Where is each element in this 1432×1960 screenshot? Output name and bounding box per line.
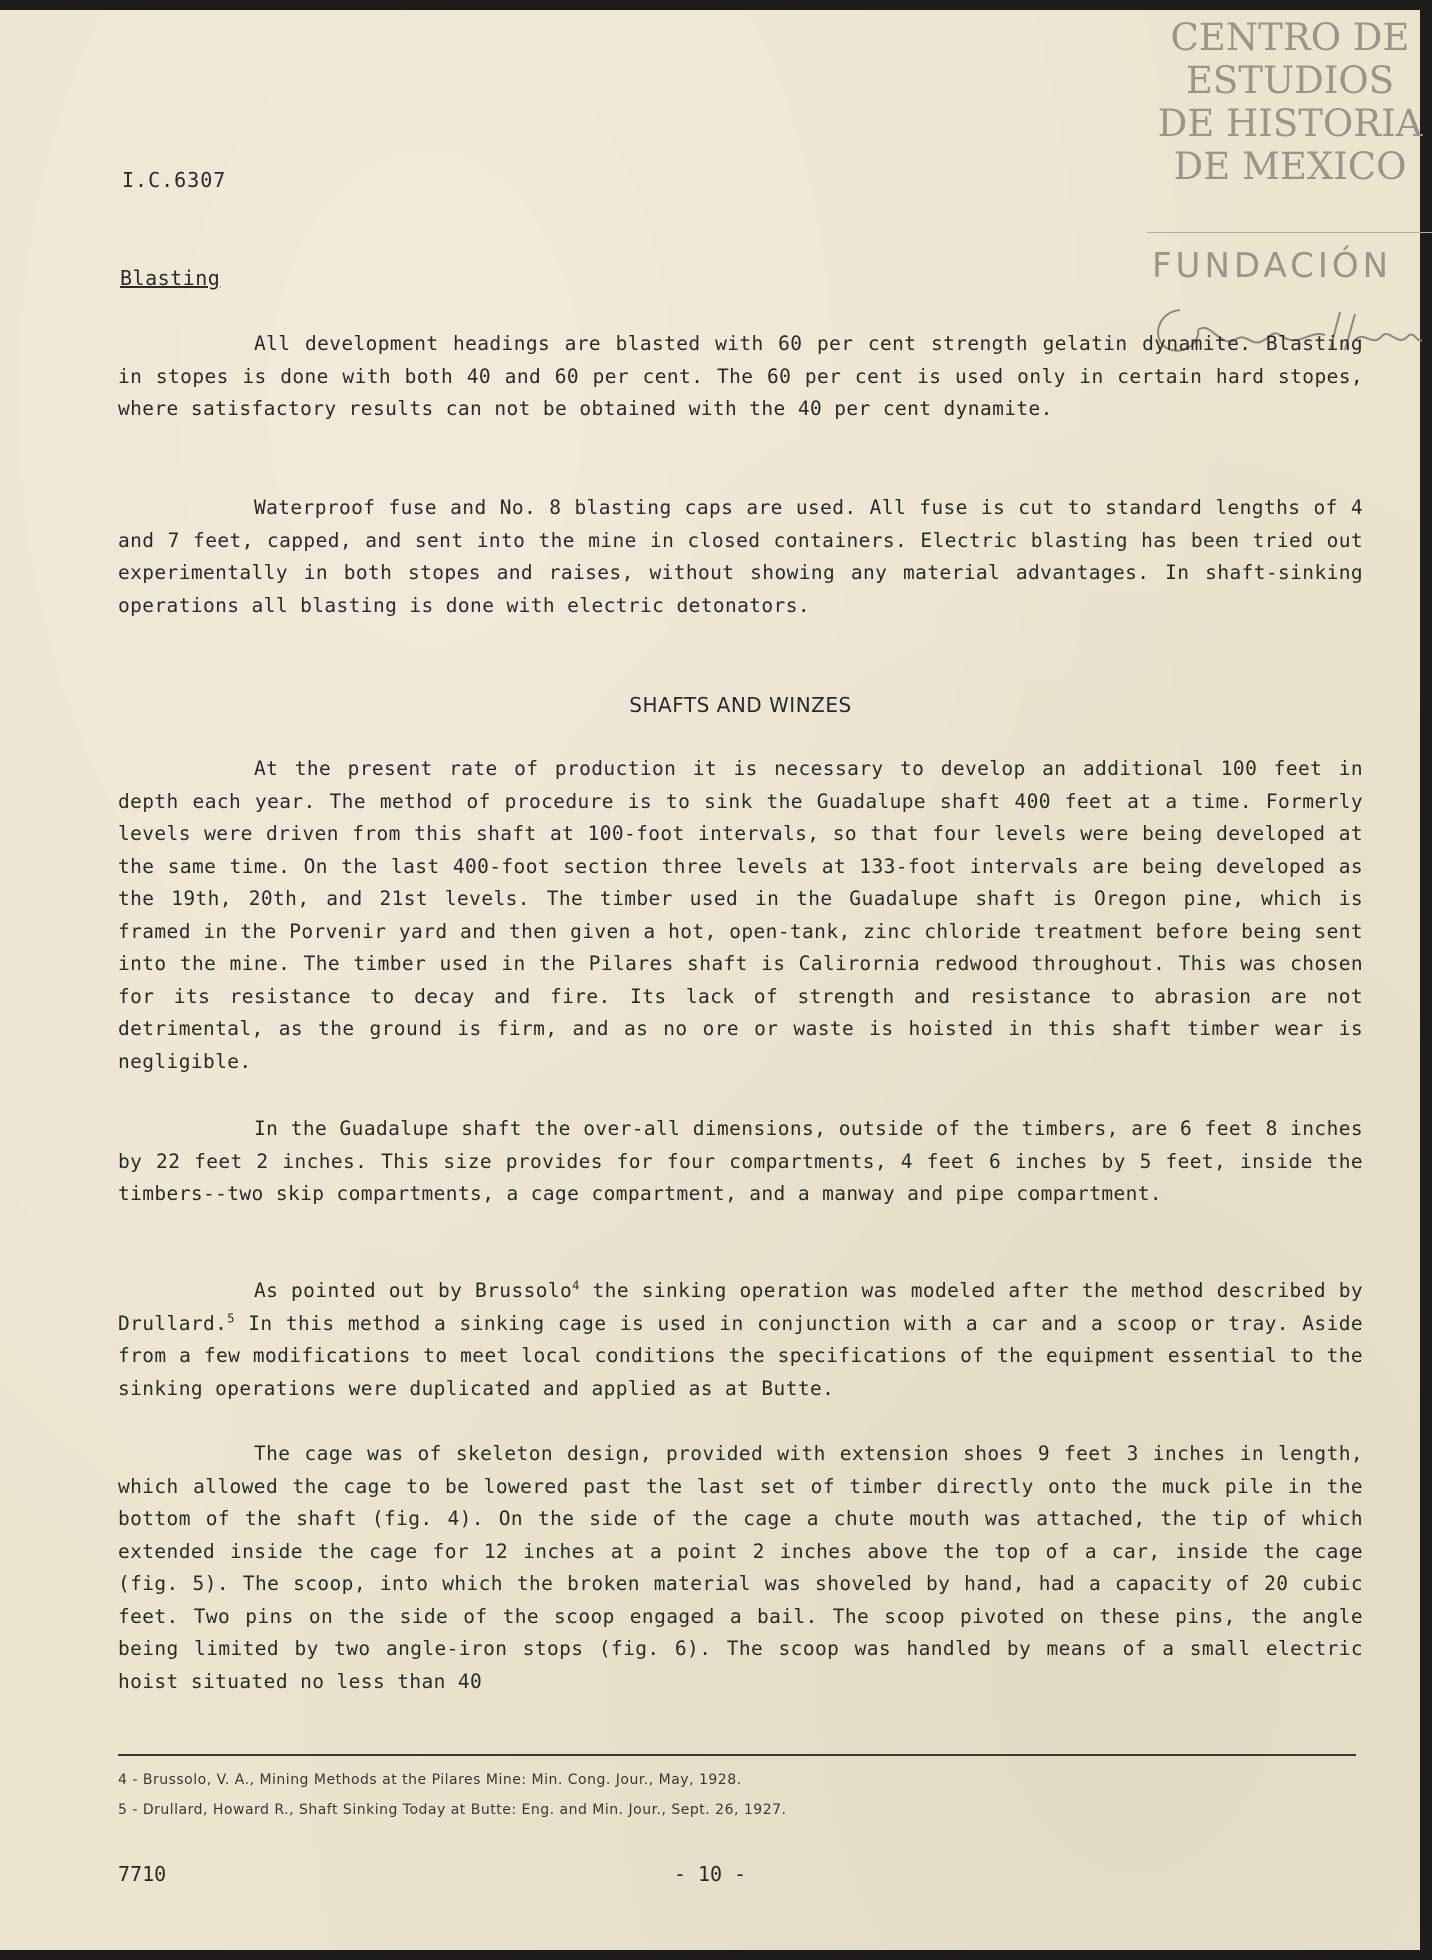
document-id: I.C.6307 <box>122 168 227 192</box>
paragraph: In the Guadalupe shaft the over-all dimensions, outside of the timbers, are 6 feet 8 inches by 22 feet 2 inches. This size provides for four compartments, 4 feet 6 inches by 5 feet, inside the timbers--two skip compartments, a cage compartment, and a manway and pipe compartment. <box>118 1117 1363 1205</box>
watermark-line: CENTRO DE <box>1170 16 1410 59</box>
paragraph: At the present rate of production it is necessary to develop an additional 100 feet in depth each year. The method of procedure is to sink the Guadalupe shaft 400 feet at a time. Formerly levels were driven from this shaft at 100-foot intervals, so that four levels were being developed at the same time. On the last 400-foot section three levels at 133-foot intervals are being developed as the 19th, 20th, and 21st levels. The timber used in the Guadalupe shaft is Oregon pine, which is framed in the Porvenir yard and then given a hot, open-tank, zinc chloride treatment before being sent into the mine. The timber used in the Pilares shaft is Calirornia redwood throughout. This was chosen for its resistance to decay and fire. Its lack of strength and resistance to abrasion are not detrimental, as the ground is firm, and as no ore or waste is hoisted in this shaft timber wear is negligible. <box>118 757 1363 1073</box>
footnote-ref: 4 <box>572 1278 580 1293</box>
paragraph: Waterproof fuse and No. 8 blasting caps are used. All fuse is cut to standard lengths of 4 and 7 feet, capped, and sent into the mine in closed containers. Electric blasting has been tried out experimentally in both stopes and raises, without showing any material advantages. In shaft-sinking operations all blasting is done with electric detonators. <box>118 496 1363 617</box>
footnote: 5 - Drullard, Howard R., Shaft Sinking Today at Butte: Eng. and Min. Jour., Sept. 26, 1927. <box>118 1802 787 1818</box>
footnote: 4 - Brussolo, V. A., Mining Methods at the Pilares Mine: Min. Cong. Jour., May, 1928. <box>118 1772 742 1788</box>
section-heading-blasting: Blasting <box>120 266 221 290</box>
watermark-line: DE HISTORIA <box>1157 102 1423 145</box>
footnote-divider <box>118 1754 1356 1756</box>
watermark-divider <box>1147 232 1432 233</box>
text-run: In this method a sinking cage is used in conjunction with a car and a scoop or tray. Aside from a few modifications to meet local conditions the specifications of the equipment essential to the sinking operations were duplicated and applied as at Butte. <box>118 1311 1363 1400</box>
watermark-line: DE MEXICO <box>1173 145 1407 188</box>
text-run: the sinking operation was modeled after the method described by Drullard. <box>118 1279 1364 1335</box>
text-run: As pointed out by Brussolo <box>254 1279 573 1302</box>
paragraph: The cage was of skeleton design, provided with extension shoes 9 feet 3 inches in length, which allowed the cage to be lowered past the last set of timber directly onto the muck pile in the bottom of the shaft (fig. 4). On the side of the cage a chute mouth was attached, the tip of which extended inside the cage for 12 inches at a point 2 inches above the top of a car, inside the cage (fig. 5). The scoop, into which the broken material was shoveled by hand, had a capacity of 20 cubic feet. Two pins on the side of the scoop engaged a bail. The scoop pivoted on these pins, the angle being limited by two angle-iron stops (fig. 6). The scoop was handled by means of a small electric hoist situated no less than 40 <box>118 1442 1363 1693</box>
watermark-line: ESTUDIOS <box>1185 59 1395 102</box>
page-number: - 10 - <box>673 1862 747 1886</box>
footnote-ref: 5 <box>227 1311 235 1325</box>
archive-watermark <box>1145 16 1432 188</box>
paragraph <box>118 1275 1363 1405</box>
watermark-fundacion: FUNDACIÓN <box>1152 246 1393 286</box>
document-page <box>0 10 1423 1950</box>
section-heading-shafts: SHAFTS AND WINZES <box>629 693 852 717</box>
footer-code: 7710 <box>118 1862 167 1886</box>
paragraph: All development headings are blasted with 60 per cent strength gelatin dynamite. Blasting in stopes is done with both 40 and 60 per cent. The 60 per cent is used only in certain hard stopes, where satisfactory results can not be obtained with the 40 per cent dynamite. <box>118 332 1363 420</box>
